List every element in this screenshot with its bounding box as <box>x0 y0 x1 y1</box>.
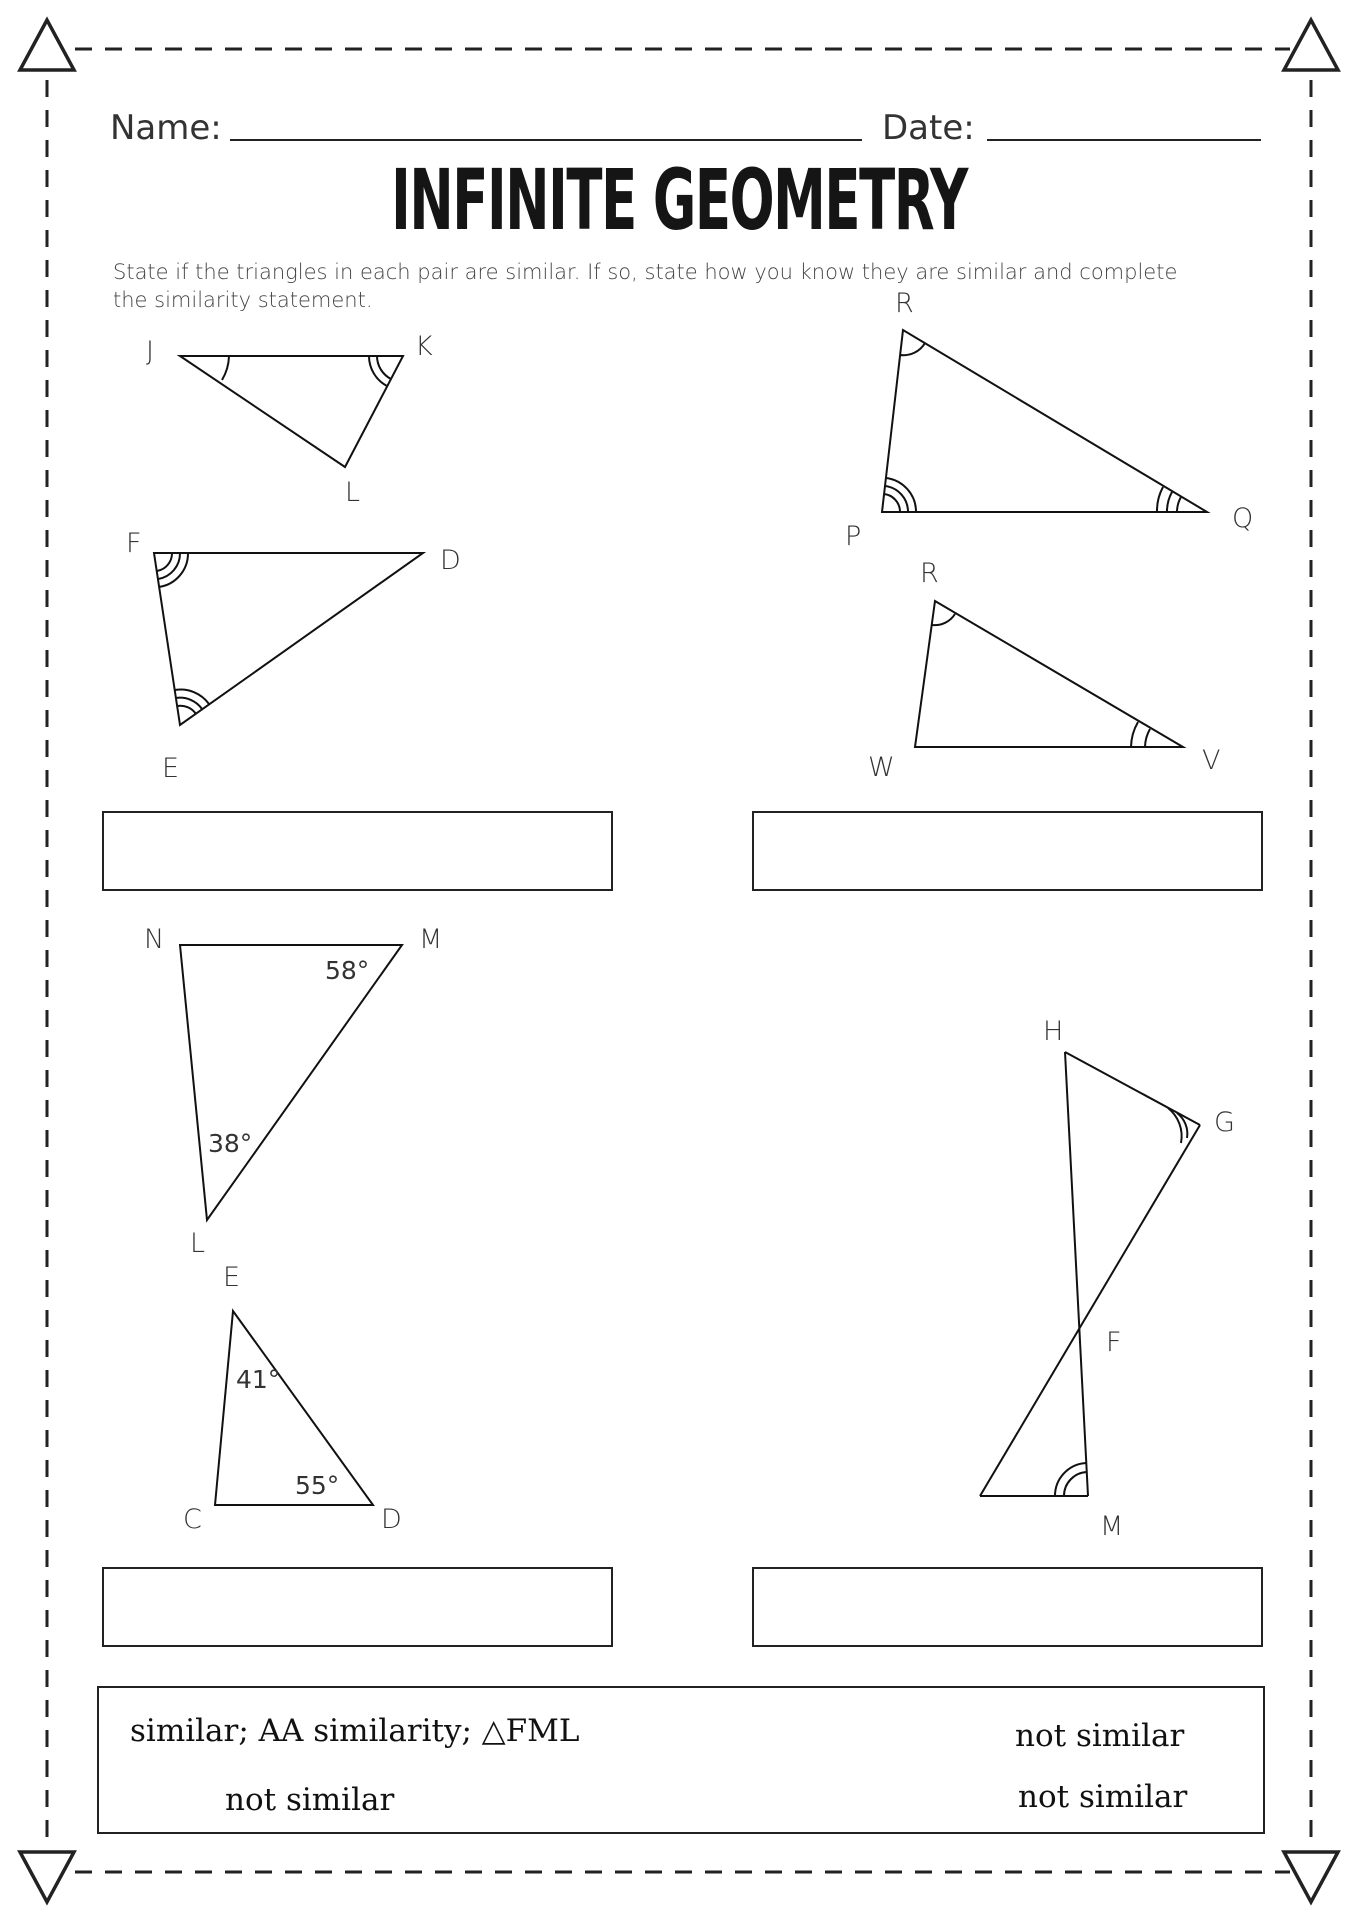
bowtie-hgfm <box>980 1052 1200 1496</box>
vertex-label-d: D <box>440 545 461 576</box>
answer-box-4[interactable] <box>752 1567 1263 1647</box>
page-title: INFINITE GEOMETRY <box>391 151 967 249</box>
angle-mark-f2 <box>158 553 180 579</box>
vertex-label-m2: M <box>1100 1511 1124 1542</box>
angle-mark-v1 <box>1145 729 1150 747</box>
date-field[interactable] <box>987 95 1261 140</box>
angle-mark-q3 <box>1157 487 1163 512</box>
vertex-label-c: C <box>183 1504 202 1535</box>
vertex-label-f: F <box>126 528 142 559</box>
name-field[interactable] <box>230 95 862 140</box>
answer-box-2[interactable] <box>752 811 1263 891</box>
vertex-label-j: J <box>146 336 154 367</box>
triangle-nml <box>180 945 402 1220</box>
vertex-label-d2: D <box>381 1504 402 1535</box>
angle-mark-v2 <box>1131 722 1138 747</box>
vertex-label-v: V <box>1202 745 1221 776</box>
triangle-jkl <box>180 356 403 467</box>
vertex-label-f2: F <box>1106 1327 1122 1358</box>
angle-mark-r <box>900 343 925 355</box>
answer-key-1: similar; AA similarity; △FML <box>130 1713 580 1749</box>
vertex-label-l2: L <box>190 1228 206 1259</box>
answer-key-2: not similar <box>1015 1718 1185 1754</box>
angle-mark-p2 <box>885 486 908 512</box>
triangle-fde <box>154 553 423 725</box>
triangle-ecd <box>215 1311 373 1505</box>
vertex-label-r2: R <box>920 558 939 589</box>
name-label: Name: <box>110 108 222 148</box>
angle-mark-k <box>377 356 391 379</box>
vertex-label-k: K <box>415 331 433 362</box>
vertex-label-r: R <box>895 288 914 319</box>
vertex-label-w: W <box>868 752 895 783</box>
angle-label-m: 58° <box>325 956 370 985</box>
vertex-label-h: H <box>1043 1016 1064 1047</box>
angle-mark-f1 <box>157 553 172 571</box>
angle-mark-p1 <box>884 494 900 512</box>
vertex-label-q: Q <box>1232 503 1254 534</box>
angle-label-d: 55° <box>295 1471 340 1500</box>
answer-box-1[interactable] <box>102 811 613 891</box>
angle-label-e: 41° <box>236 1365 281 1394</box>
angle-label-l: 38° <box>208 1129 253 1158</box>
angle-mark-e1 <box>177 706 196 714</box>
vertex-label-e2: E <box>223 1262 241 1293</box>
vertex-label-g: G <box>1214 1107 1235 1138</box>
vertex-label-p: P <box>845 521 862 552</box>
answer-key-3: not similar <box>225 1782 395 1818</box>
vertex-label-n: N <box>144 924 165 955</box>
vertex-label-e: E <box>162 753 180 784</box>
angle-mark-r2 <box>932 614 955 625</box>
triangle-rwv <box>915 601 1183 747</box>
angle-mark-m1 <box>1064 1472 1087 1496</box>
answer-key-4: not similar <box>1018 1779 1188 1815</box>
answer-box-3[interactable] <box>102 1567 613 1647</box>
instructions: State if the triangles in each pair are similar. If so, state how you know they are similar and complete the similarity statement. <box>113 260 1178 312</box>
angle-mark-q1 <box>1177 497 1181 512</box>
date-label: Date: <box>882 108 975 148</box>
angle-mark-j <box>222 356 229 380</box>
triangle-rpq <box>882 330 1207 512</box>
angle-mark-q2 <box>1167 492 1172 512</box>
vertex-label-l: L <box>345 477 361 508</box>
vertex-label-m: M <box>419 924 443 955</box>
